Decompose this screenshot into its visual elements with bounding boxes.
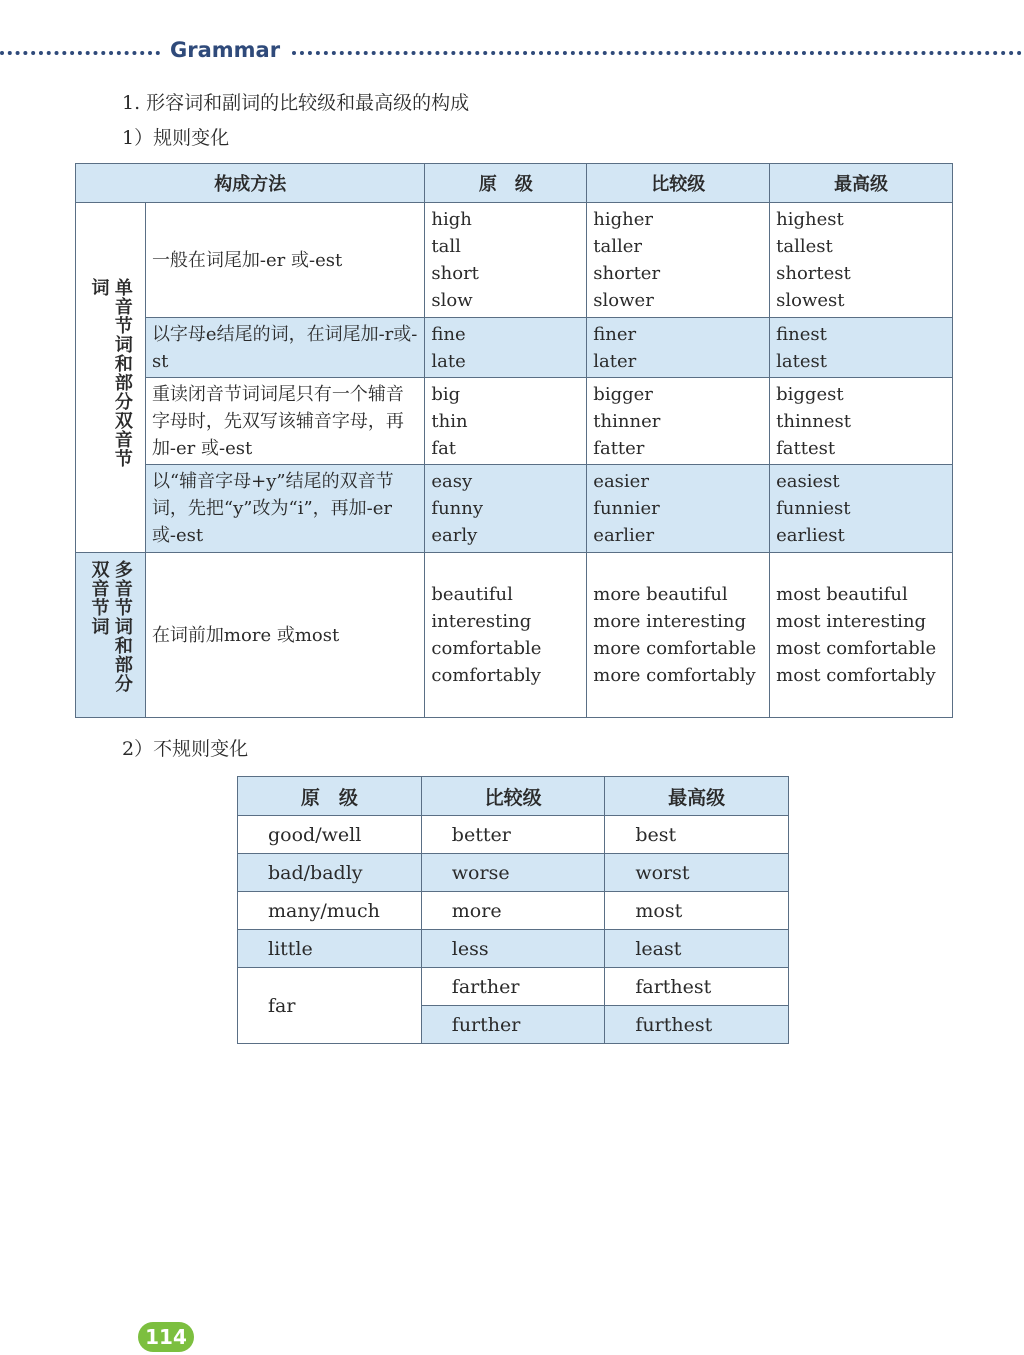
comparative-cell: less (421, 930, 605, 968)
table-header-row (238, 777, 789, 816)
word: shortest (776, 263, 851, 284)
section-title: Grammar (170, 38, 281, 62)
word: fine (431, 323, 466, 345)
superlative-cell: farthest (605, 968, 789, 1006)
base-cell (425, 553, 587, 718)
word: slower (593, 290, 654, 311)
superlative-cell (770, 465, 953, 553)
table-row (238, 816, 789, 854)
method-cell: 以字母e结尾的词，在词尾加-r或-st (145, 318, 424, 378)
word: biggest (776, 383, 844, 405)
word: thinnest (776, 410, 852, 432)
word: comfortably (431, 665, 541, 686)
comparative-cell (587, 203, 770, 318)
heading-irregular: 2）不规则变化 (122, 738, 249, 760)
header-divider-right (292, 51, 1022, 55)
comparative-cell (587, 378, 770, 465)
comparative-cell: better (421, 816, 605, 854)
column-header: 原 级 (425, 164, 587, 203)
superlative-cell (770, 378, 953, 465)
word: later (593, 350, 637, 372)
word: more interesting (593, 611, 747, 632)
table-row (238, 968, 789, 1006)
column-header: 最高级 (605, 777, 789, 816)
superlative-cell (770, 553, 953, 718)
table-row (76, 203, 953, 318)
method-cell: 以“辅音字母+y”结尾的双音节词，先把“y”改为“i”，再加-er 或-est (145, 465, 424, 553)
header-divider-left (0, 51, 160, 55)
word: latest (776, 350, 827, 372)
page-header (0, 38, 1024, 68)
base-cell: bad/badly (238, 854, 422, 892)
word: shorter (593, 263, 661, 284)
word: earliest (776, 525, 845, 546)
word: fattest (776, 437, 836, 459)
word: most beautiful (776, 584, 908, 605)
base-cell (425, 318, 587, 378)
superlative-cell: furthest (605, 1006, 789, 1044)
word: thin (431, 410, 468, 432)
page-number-badge: 114 (138, 1322, 194, 1352)
method-cell: 重读闭音节词词尾只有一个辅音字母时，先双写该辅音字母，再加-er 或-est (145, 378, 424, 465)
superlative-cell: worst (605, 854, 789, 892)
base-cell (425, 465, 587, 553)
column-header: 比较级 (421, 777, 605, 816)
word: tall (431, 236, 461, 257)
comparative-cell (587, 465, 770, 553)
group-label: 多音节词和部分双音节词 (88, 560, 133, 693)
table-row (238, 854, 789, 892)
base-cell: little (238, 930, 422, 968)
superlative-cell: most (605, 892, 789, 930)
table-row (238, 930, 789, 968)
table-row (76, 378, 953, 465)
word: late (431, 350, 466, 372)
group-label-cell (76, 203, 146, 553)
word: fat (431, 437, 457, 459)
superlative-cell: least (605, 930, 789, 968)
base-cell (425, 378, 587, 465)
word: thinner (593, 410, 661, 432)
word: interesting (431, 611, 532, 632)
comparative-cell: worse (421, 854, 605, 892)
word: most comfortably (776, 665, 936, 686)
word: more comfortable (593, 638, 757, 659)
table-row (76, 318, 953, 378)
word: early (431, 525, 478, 546)
base-cell (425, 203, 587, 318)
word: funny (431, 498, 484, 519)
heading-comparatives: 1. 形容词和副词的比较级和最高级的构成 (122, 92, 470, 114)
heading-regular: 1）规则变化 (122, 127, 230, 149)
regular-forms-table (75, 163, 953, 718)
word: high (431, 209, 472, 230)
column-header: 比较级 (587, 164, 770, 203)
group-label-cell (76, 553, 146, 718)
group-label: 单音节词和部分双音节词 (88, 277, 133, 468)
word: easy (431, 471, 473, 492)
superlative-cell (770, 318, 953, 378)
word: more comfortably (593, 665, 756, 686)
method-cell: 一般在词尾加-er 或-est (145, 203, 424, 318)
word: taller (593, 236, 643, 257)
word: beautiful (431, 584, 513, 605)
word: most comfortable (776, 638, 937, 659)
word: finest (776, 323, 827, 345)
superlative-cell: best (605, 816, 789, 854)
superlative-cell (770, 203, 953, 318)
comparative-cell: farther (421, 968, 605, 1006)
table-row (76, 465, 953, 553)
word: easier (593, 471, 649, 492)
table-header-row (76, 164, 953, 203)
comparative-cell (587, 318, 770, 378)
word: tallest (776, 236, 833, 257)
table-row (76, 553, 953, 718)
irregular-forms-table (237, 776, 789, 1044)
word: big (431, 383, 461, 405)
table-row (238, 892, 789, 930)
column-header: 最高级 (770, 164, 953, 203)
word: funniest (776, 498, 851, 519)
comparative-cell: more (421, 892, 605, 930)
base-cell: good/well (238, 816, 422, 854)
word: finer (593, 323, 637, 345)
word: higher (593, 209, 654, 230)
base-cell: many/much (238, 892, 422, 930)
column-header: 构成方法 (76, 164, 425, 203)
base-cell: far (238, 968, 422, 1044)
word: funnier (593, 498, 660, 519)
word: slowest (776, 290, 845, 311)
method-cell: 在词前加more 或most (145, 553, 424, 718)
comparative-cell (587, 553, 770, 718)
word: fatter (593, 437, 645, 459)
word: short (431, 263, 479, 284)
word: slow (431, 290, 473, 311)
word: bigger (593, 383, 653, 405)
word: highest (776, 209, 844, 230)
word: comfortable (431, 638, 542, 659)
word: more beautiful (593, 584, 728, 605)
word: easiest (776, 471, 840, 492)
column-header: 原 级 (238, 777, 422, 816)
word: earlier (593, 525, 655, 546)
word: most interesting (776, 611, 927, 632)
comparative-cell: further (421, 1006, 605, 1044)
